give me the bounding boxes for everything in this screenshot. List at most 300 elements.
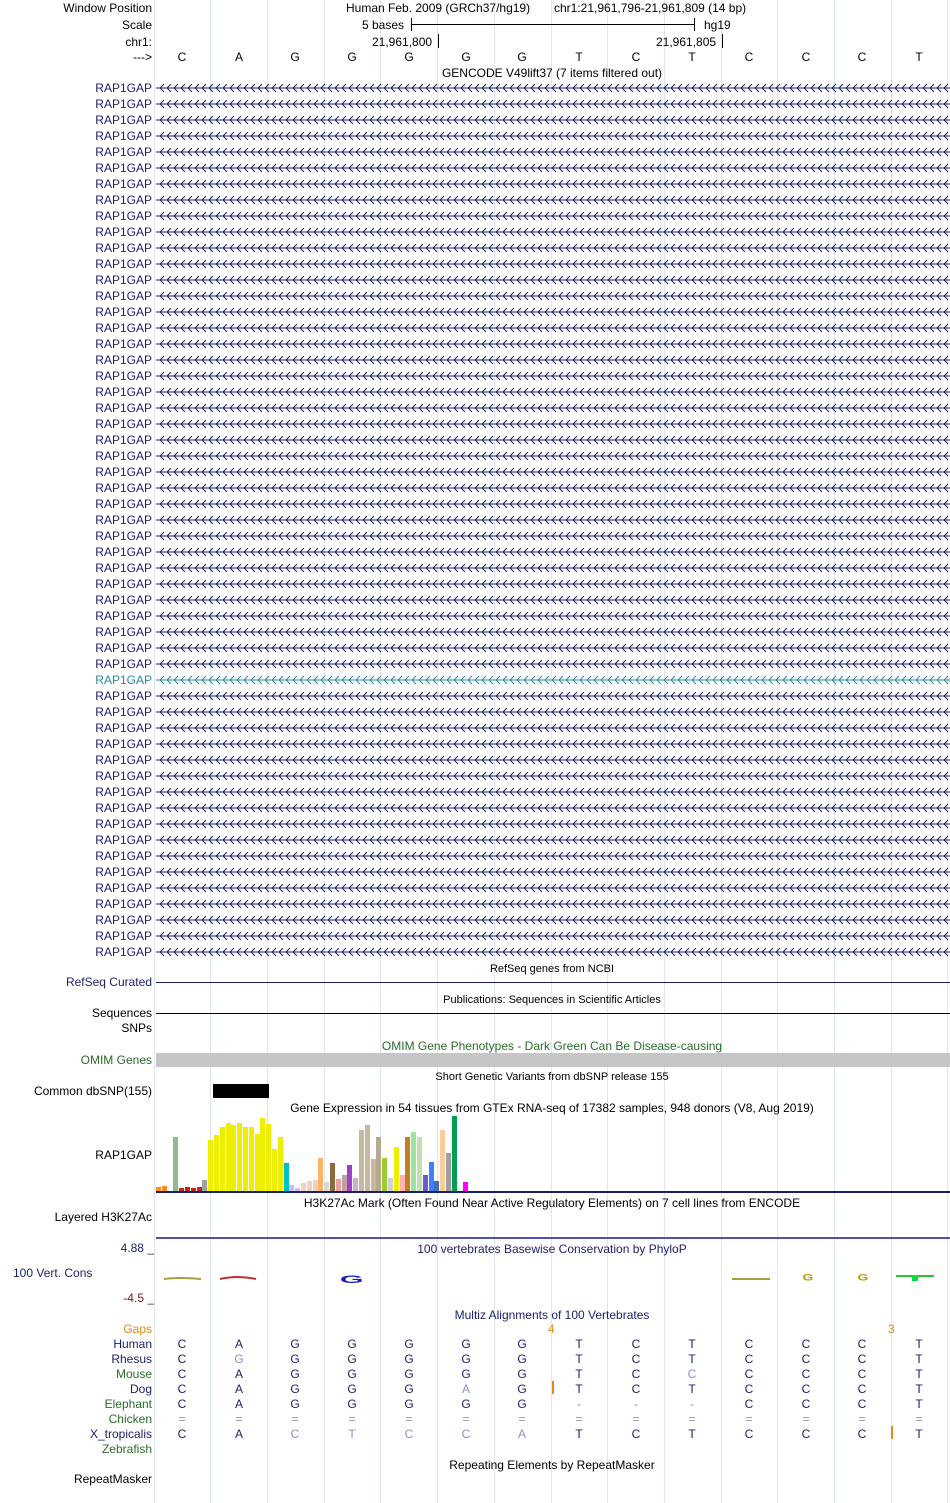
multiz-base: G	[347, 1352, 357, 1366]
gtex-tissue-bar[interactable]	[173, 1137, 178, 1192]
multiz-base: G	[347, 1397, 357, 1411]
gencode-gene-label[interactable]: RAP1GAP	[95, 641, 152, 655]
multiz-base: =	[632, 1412, 640, 1426]
omim-track-title: OMIM Gene Phenotypes - Dark Green Can Be Disease-causing	[381, 1039, 723, 1053]
multiz-base: G	[461, 1352, 471, 1366]
gencode-gene-label[interactable]: RAP1GAP	[95, 657, 152, 671]
gtex-tissue-bar[interactable]	[220, 1127, 225, 1192]
multiz-species-label[interactable]: Mouse	[115, 1367, 152, 1381]
gencode-transcript[interactable]	[156, 192, 950, 208]
gtex-tissue-bar[interactable]	[382, 1158, 387, 1192]
refseq-track-title: RefSeq genes from NCBI	[489, 963, 615, 975]
multiz-base: T	[915, 1397, 923, 1411]
multiz-base: C	[631, 1427, 641, 1441]
gencode-transcript[interactable]	[156, 208, 950, 224]
gencode-gene-label[interactable]: RAP1GAP	[95, 865, 152, 879]
phylop-mark-a	[220, 1277, 256, 1279]
snps-track-label[interactable]: SNPs	[121, 1021, 152, 1035]
gencode-transcript[interactable]	[156, 688, 950, 704]
multiz-base: G	[290, 1397, 300, 1411]
phylop-mark-g: G	[339, 1272, 364, 1286]
scale-text: 5 bases	[362, 18, 405, 32]
gencode-gene-label[interactable]: RAP1GAP	[95, 401, 152, 415]
gencode-gene-label[interactable]: RAP1GAP	[95, 129, 152, 143]
gencode-gene-label[interactable]: RAP1GAP	[95, 177, 152, 191]
gencode-gene-label[interactable]: RAP1GAP	[95, 481, 152, 495]
phylop-mark-t3	[912, 1275, 918, 1281]
gencode-gene-label[interactable]: RAP1GAP	[95, 209, 152, 223]
gencode-transcript[interactable]	[156, 928, 950, 944]
gencode-transcript[interactable]	[156, 752, 950, 768]
gencode-transcript[interactable]	[156, 368, 950, 384]
multiz-base: C	[290, 1427, 300, 1441]
multiz-species-label[interactable]: Human	[113, 1337, 152, 1351]
gencode-transcript[interactable]	[156, 160, 950, 176]
sequence-base: G	[461, 50, 471, 64]
gencode-transcript[interactable]	[156, 784, 950, 800]
multiz-base: C	[744, 1367, 754, 1381]
multiz-species-label[interactable]: X_tropicalis	[89, 1427, 152, 1441]
gencode-gene-label[interactable]: RAP1GAP	[95, 529, 152, 543]
gencode-transcript[interactable]	[156, 608, 950, 624]
multiz-base: =	[858, 1412, 866, 1426]
multiz-base: G	[517, 1337, 527, 1351]
gencode-gene-label[interactable]: RAP1GAP	[95, 705, 152, 719]
gencode-gene-label[interactable]: RAP1GAP	[95, 673, 152, 687]
multiz-base: C	[177, 1397, 187, 1411]
multiz-species-label[interactable]: Rhesus	[111, 1352, 152, 1366]
gencode-gene-label[interactable]: RAP1GAP	[95, 609, 152, 623]
multiz-base: G	[347, 1367, 357, 1381]
multiz-base: C	[744, 1427, 754, 1441]
gencode-gene-label[interactable]: RAP1GAP	[95, 753, 152, 767]
multiz-base: =	[405, 1412, 413, 1426]
gencode-transcript[interactable]	[156, 288, 950, 304]
sequence-base: C	[744, 50, 754, 64]
gencode-gene-label[interactable]: RAP1GAP	[95, 929, 152, 943]
refseq-line[interactable]	[156, 982, 950, 983]
sequence-base: G	[517, 50, 527, 64]
gtex-tissue-bar[interactable]	[347, 1165, 352, 1192]
gencode-transcript[interactable]	[156, 80, 950, 96]
dog-insertion-marker	[552, 1381, 554, 1394]
gencode-transcript[interactable]	[156, 112, 950, 128]
gencode-gene-label[interactable]: RAP1GAP	[95, 417, 152, 431]
phylop-track-title: 100 vertebrates Basewise Conservation by PhyloP	[417, 1242, 687, 1256]
multiz-base: A	[517, 1427, 526, 1441]
gencode-gene-label[interactable]: RAP1GAP	[95, 161, 152, 175]
multiz-base: C	[857, 1352, 867, 1366]
multiz-base: C	[461, 1427, 471, 1441]
gtex-tissue-bar[interactable]	[423, 1175, 428, 1192]
multiz-base: C	[177, 1382, 187, 1396]
multiz-base: C	[404, 1427, 414, 1441]
multiz-base: T	[688, 1382, 696, 1396]
multiz-base: C	[177, 1337, 187, 1351]
multiz-base: C	[801, 1352, 811, 1366]
multiz-base: G	[517, 1382, 527, 1396]
gtex-tissue-bar[interactable]	[452, 1116, 457, 1192]
gencode-transcript[interactable]	[156, 544, 950, 560]
gencode-gene-label[interactable]: RAP1GAP	[95, 337, 152, 351]
multiz-base: G	[234, 1352, 244, 1366]
phylop-min-label: -4.5 _	[123, 1291, 154, 1305]
gtex-tissue-bar[interactable]	[353, 1178, 358, 1192]
multiz-base: =	[745, 1412, 753, 1426]
db-label: hg19	[704, 18, 731, 32]
phylop-max-label: 4.88 _	[120, 1241, 154, 1255]
gencode-transcript[interactable]	[156, 224, 950, 240]
multiz-base: C	[801, 1337, 811, 1351]
sequence-base: G	[290, 50, 300, 64]
multiz-base: T	[915, 1352, 923, 1366]
phylop-logo[interactable]	[156, 1266, 950, 1286]
multiz-base: C	[177, 1367, 187, 1381]
h3k27ac-track-title: H3K27Ac Mark (Often Found Near Active Regulatory Elements) on 7 cell lines from ENCODE	[303, 1196, 801, 1210]
gencode-transcript[interactable]	[156, 336, 950, 352]
multiz-base: G	[290, 1352, 300, 1366]
phylop-track-label[interactable]: 100 Vert. Cons	[13, 1266, 93, 1280]
gencode-transcript[interactable]	[156, 624, 950, 640]
multiz-base: G	[517, 1367, 527, 1381]
gencode-transcript[interactable]	[156, 880, 950, 896]
gaps-label[interactable]: Gaps	[123, 1322, 152, 1336]
gencode-transcript[interactable]	[156, 528, 950, 544]
assembly-title: Human Feb. 2009 (GRCh37/hg19)	[346, 1, 531, 15]
multiz-species-label[interactable]: Dog	[129, 1382, 152, 1396]
gencode-gene-label[interactable]: RAP1GAP	[95, 593, 152, 607]
gtex-tissue-bar[interactable]	[237, 1123, 242, 1192]
multiz-base: C	[744, 1397, 754, 1411]
scale-bar	[411, 24, 695, 25]
multiz-base: C	[744, 1382, 754, 1396]
gencode-transcript[interactable]	[156, 304, 950, 320]
multiz-base: -	[577, 1397, 581, 1411]
multiz-base: T	[688, 1427, 696, 1441]
gencode-gene-label[interactable]: RAP1GAP	[95, 449, 152, 463]
gencode-transcript[interactable]	[156, 400, 950, 416]
multiz-base: C	[857, 1427, 867, 1441]
gtex-tissue-bar[interactable]	[417, 1137, 422, 1192]
multiz-base: A	[461, 1382, 470, 1396]
gtex-tissue-bar[interactable]	[318, 1158, 323, 1192]
gencode-transcript[interactable]	[156, 768, 950, 784]
gencode-gene-label[interactable]: RAP1GAP	[95, 881, 152, 895]
gencode-gene-label[interactable]: RAP1GAP	[95, 97, 152, 111]
scale-label: Scale	[121, 18, 152, 32]
gencode-gene-label[interactable]: RAP1GAP	[95, 833, 152, 847]
gencode-transcript[interactable]	[156, 176, 950, 192]
gencode-transcript[interactable]	[156, 256, 950, 272]
gtex-tissue-bar[interactable]	[266, 1124, 271, 1192]
sequence-base: C	[801, 50, 811, 64]
gtex-tissue-bar[interactable]	[231, 1125, 236, 1192]
gencode-transcript[interactable]	[156, 656, 950, 672]
gencode-gene-label[interactable]: RAP1GAP	[95, 561, 152, 575]
gencode-transcript[interactable]	[156, 448, 950, 464]
multiz-base: T	[575, 1427, 583, 1441]
gencode-gene-label[interactable]: RAP1GAP	[95, 273, 152, 287]
gencode-transcript[interactable]	[156, 816, 950, 832]
gencode-gene-label[interactable]: RAP1GAP	[95, 113, 152, 127]
gencode-gene-label[interactable]: RAP1GAP	[95, 577, 152, 591]
gencode-transcript[interactable]	[156, 128, 950, 144]
gencode-gene-label[interactable]: RAP1GAP	[95, 241, 152, 255]
gencode-transcript[interactable]	[156, 912, 950, 928]
gtex-track-label[interactable]: RAP1GAP	[95, 1148, 152, 1162]
phylop-mark-g2: G	[802, 1271, 814, 1283]
gencode-gene-label[interactable]: RAP1GAP	[95, 625, 152, 639]
multiz-base: G	[517, 1397, 527, 1411]
multiz-base: T	[688, 1352, 696, 1366]
gencode-transcript[interactable]	[156, 480, 950, 496]
gencode-track-title: GENCODE V49lift37 (7 items filtered out)	[441, 66, 663, 80]
sequence-base: A	[234, 50, 243, 64]
gtex-tissue-bar[interactable]	[446, 1153, 451, 1192]
multiz-base: T	[915, 1427, 923, 1441]
multiz-base: T	[915, 1367, 923, 1381]
scale-bar-right-tick	[694, 18, 695, 31]
gencode-gene-label[interactable]: RAP1GAP	[95, 385, 152, 399]
gencode-transcript[interactable]	[156, 272, 950, 288]
gencode-transcript[interactable]	[156, 832, 950, 848]
gencode-transcript[interactable]	[156, 672, 950, 688]
gtex-tissue-bar[interactable]	[411, 1132, 416, 1192]
gencode-gene-label[interactable]: RAP1GAP	[95, 225, 152, 239]
multiz-base: =	[688, 1412, 696, 1426]
gencode-gene-label[interactable]: RAP1GAP	[95, 81, 152, 95]
gtex-tissue-bar[interactable]	[214, 1135, 219, 1192]
gencode-transcript[interactable]	[156, 800, 950, 816]
gencode-gene-label[interactable]: RAP1GAP	[95, 257, 152, 271]
gtex-tissue-bar[interactable]	[365, 1125, 370, 1192]
multiz-base: A	[234, 1427, 243, 1441]
gencode-transcript[interactable]	[156, 240, 950, 256]
gencode-gene-label[interactable]: RAP1GAP	[95, 353, 152, 367]
omim-track-label[interactable]: OMIM Genes	[80, 1053, 152, 1067]
multiz-base: G	[461, 1367, 471, 1381]
gencode-transcript[interactable]	[156, 352, 950, 368]
multiz-base: A	[234, 1382, 243, 1396]
multiz-base: C	[857, 1337, 867, 1351]
gencode-transcript[interactable]	[156, 496, 950, 512]
gencode-transcript[interactable]	[156, 576, 950, 592]
sequence-base: T	[575, 50, 583, 64]
gtex-track-title: Gene Expression in 54 tissues from GTEx RNA-seq of 17382 samples, 948 donors (V8, Aug 2019)	[290, 1101, 814, 1115]
gencode-gene-label[interactable]: RAP1GAP	[95, 897, 152, 911]
gtex-tissue-bar[interactable]	[208, 1140, 213, 1192]
multiz-base: A	[234, 1367, 243, 1381]
multiz-base: =	[915, 1412, 923, 1426]
multiz-base: C	[857, 1382, 867, 1396]
gencode-gene-label[interactable]: RAP1GAP	[95, 321, 152, 335]
multiz-base: T	[688, 1337, 696, 1351]
multiz-base: G	[347, 1382, 357, 1396]
xtrop-insertion-marker	[891, 1426, 893, 1439]
multiz-base: G	[461, 1337, 471, 1351]
strand-label: --->	[133, 50, 152, 64]
coord-tick-1	[438, 34, 439, 48]
multiz-base: T	[575, 1352, 583, 1366]
multiz-base: T	[575, 1337, 583, 1351]
gencode-transcript[interactable]	[156, 560, 950, 576]
multiz-base: =	[802, 1412, 810, 1426]
sequence-base: T	[915, 50, 923, 64]
gencode-transcript[interactable]	[156, 896, 950, 912]
multiz-base: C	[631, 1382, 641, 1396]
multiz-base: =	[235, 1412, 243, 1426]
phylop-mark-g3: G	[857, 1271, 869, 1283]
gencode-transcript[interactable]	[156, 720, 950, 736]
multiz-base: -	[690, 1397, 694, 1411]
gencode-gene-label[interactable]: RAP1GAP	[95, 801, 152, 815]
refseq-track-label[interactable]: RefSeq Curated	[65, 975, 152, 989]
multiz-base: A	[234, 1337, 243, 1351]
gtex-tissue-bar[interactable]	[359, 1130, 364, 1192]
repeat-track-label[interactable]: RepeatMasker	[73, 1472, 152, 1486]
gencode-transcript[interactable]	[156, 384, 950, 400]
gencode-gene-label[interactable]: RAP1GAP	[95, 145, 152, 159]
gtex-tissue-bar[interactable]	[272, 1149, 277, 1192]
gencode-gene-label[interactable]: RAP1GAP	[95, 305, 152, 319]
gencode-transcript[interactable]	[156, 512, 950, 528]
gtex-tissue-bar[interactable]	[278, 1137, 283, 1192]
gencode-gene-label[interactable]: RAP1GAP	[95, 497, 152, 511]
gencode-gene-label[interactable]: RAP1GAP	[95, 721, 152, 735]
multiz-base: C	[857, 1397, 867, 1411]
sequence-base: C	[177, 50, 187, 64]
gencode-transcript[interactable]	[156, 592, 950, 608]
gencode-transcript[interactable]	[156, 432, 950, 448]
gencode-transcript[interactable]	[156, 704, 950, 720]
gap-count-2: 3	[888, 1322, 895, 1336]
multiz-base: G	[404, 1382, 414, 1396]
multiz-base: C	[744, 1352, 754, 1366]
sequence-base: G	[347, 50, 357, 64]
gencode-transcript[interactable]	[156, 848, 950, 864]
gencode-transcript[interactable]	[156, 864, 950, 880]
coord-label-2: 21,961,805	[656, 35, 717, 49]
scale-bar-left-tick	[411, 18, 412, 31]
multiz-base: -	[634, 1397, 638, 1411]
multiz-base: A	[234, 1397, 243, 1411]
multiz-base: =	[462, 1412, 470, 1426]
sequence-base: C	[631, 50, 641, 64]
gencode-gene-label[interactable]: RAP1GAP	[95, 433, 152, 447]
gencode-gene-label[interactable]: RAP1GAP	[95, 513, 152, 527]
gencode-transcript[interactable]	[156, 736, 950, 752]
multiz-base: G	[290, 1337, 300, 1351]
multiz-base: C	[631, 1352, 641, 1366]
position-title: chr1:21,961,796-21,961,809 (14 bp)	[554, 1, 747, 15]
gencode-gene-label[interactable]: RAP1GAP	[95, 689, 152, 703]
coord-tick-2	[722, 34, 723, 48]
multiz-base: =	[348, 1412, 356, 1426]
dbsnp-track-label[interactable]: Common dbSNP(155)	[33, 1084, 152, 1098]
multiz-base: T	[575, 1367, 583, 1381]
gtex-tissue-bar[interactable]	[440, 1130, 445, 1192]
multiz-species-label[interactable]: Chicken	[108, 1412, 152, 1426]
dbsnp-track-title: Short Genetic Variants from dbSNP release 155	[435, 1071, 669, 1083]
gencode-gene-label[interactable]: RAP1GAP	[95, 737, 152, 751]
gencode-gene-label[interactable]: RAP1GAP	[95, 769, 152, 783]
multiz-species-label[interactable]: Elephant	[104, 1397, 152, 1411]
omim-bar[interactable]	[156, 1053, 950, 1067]
gencode-transcript[interactable]	[156, 944, 950, 960]
gtex-tissue-bar[interactable]	[388, 1178, 393, 1192]
gencode-transcript[interactable]	[156, 640, 950, 656]
gtex-tissue-bar[interactable]	[376, 1137, 381, 1192]
phylop-mark-c	[164, 1278, 201, 1279]
multiz-base: T	[915, 1382, 923, 1396]
grid-line	[154, 0, 155, 1503]
pubs-line[interactable]	[156, 1013, 950, 1014]
gencode-gene-label[interactable]: RAP1GAP	[95, 289, 152, 303]
h3k27ac-track-label[interactable]: Layered H3K27Ac	[54, 1210, 152, 1224]
gtex-tissue-bar[interactable]	[330, 1163, 335, 1192]
gencode-transcript[interactable]	[156, 96, 950, 112]
multiz-base: C	[801, 1367, 811, 1381]
pubs-track-label[interactable]: Sequences	[91, 1006, 152, 1020]
dbsnp-variant[interactable]	[213, 1084, 269, 1098]
gtex-tissue-bar[interactable]	[260, 1118, 265, 1192]
h3k27ac-baseline	[156, 1237, 950, 1239]
multiz-base: C	[177, 1352, 187, 1366]
gencode-gene-label[interactable]: RAP1GAP	[95, 849, 152, 863]
pubs-track-title: Publications: Sequences in Scientific Articles	[443, 994, 661, 1006]
multiz-base: =	[291, 1412, 299, 1426]
gencode-transcript[interactable]	[156, 320, 950, 336]
gtex-baseline	[156, 1191, 950, 1193]
gtex-tissue-bar[interactable]	[405, 1137, 410, 1192]
gtex-tissue-bar[interactable]	[394, 1147, 399, 1192]
multiz-base: G	[347, 1337, 357, 1351]
multiz-species-label[interactable]: Zebrafish	[101, 1442, 152, 1456]
gencode-gene-label[interactable]: RAP1GAP	[95, 465, 152, 479]
gencode-gene-label[interactable]: RAP1GAP	[95, 913, 152, 927]
gencode-gene-label[interactable]: RAP1GAP	[95, 817, 152, 831]
gtex-tissue-bar[interactable]	[243, 1127, 248, 1192]
repeat-track-title: Repeating Elements by RepeatMasker	[449, 1458, 655, 1472]
gencode-gene-label[interactable]: RAP1GAP	[95, 785, 152, 799]
multiz-base: =	[178, 1412, 186, 1426]
gap-count-1: 4	[548, 1322, 555, 1336]
multiz-base: C	[801, 1427, 811, 1441]
gtex-barchart[interactable]	[156, 1116, 950, 1192]
multiz-base: C	[801, 1397, 811, 1411]
multiz-base: C	[687, 1367, 697, 1381]
gencode-transcript[interactable]	[156, 464, 950, 480]
gencode-gene-label[interactable]: RAP1GAP	[95, 545, 152, 559]
multiz-base: C	[177, 1427, 187, 1441]
multiz-base: G	[404, 1352, 414, 1366]
gencode-transcript[interactable]	[156, 416, 950, 432]
multiz-base: =	[518, 1412, 526, 1426]
multiz-base: T	[348, 1427, 356, 1441]
gtex-tissue-bar[interactable]	[249, 1127, 254, 1192]
multiz-base: G	[517, 1352, 527, 1366]
gencode-transcript[interactable]	[156, 144, 950, 160]
chrom-label: chr1:	[125, 35, 152, 49]
sequence-base: C	[857, 50, 867, 64]
multiz-base: G	[404, 1397, 414, 1411]
gencode-gene-label[interactable]: RAP1GAP	[95, 193, 152, 207]
multiz-base: G	[461, 1397, 471, 1411]
multiz-base: C	[857, 1367, 867, 1381]
gencode-gene-label[interactable]: RAP1GAP	[95, 945, 152, 959]
gencode-gene-label[interactable]: RAP1GAP	[95, 369, 152, 383]
multiz-base: T	[575, 1382, 583, 1396]
